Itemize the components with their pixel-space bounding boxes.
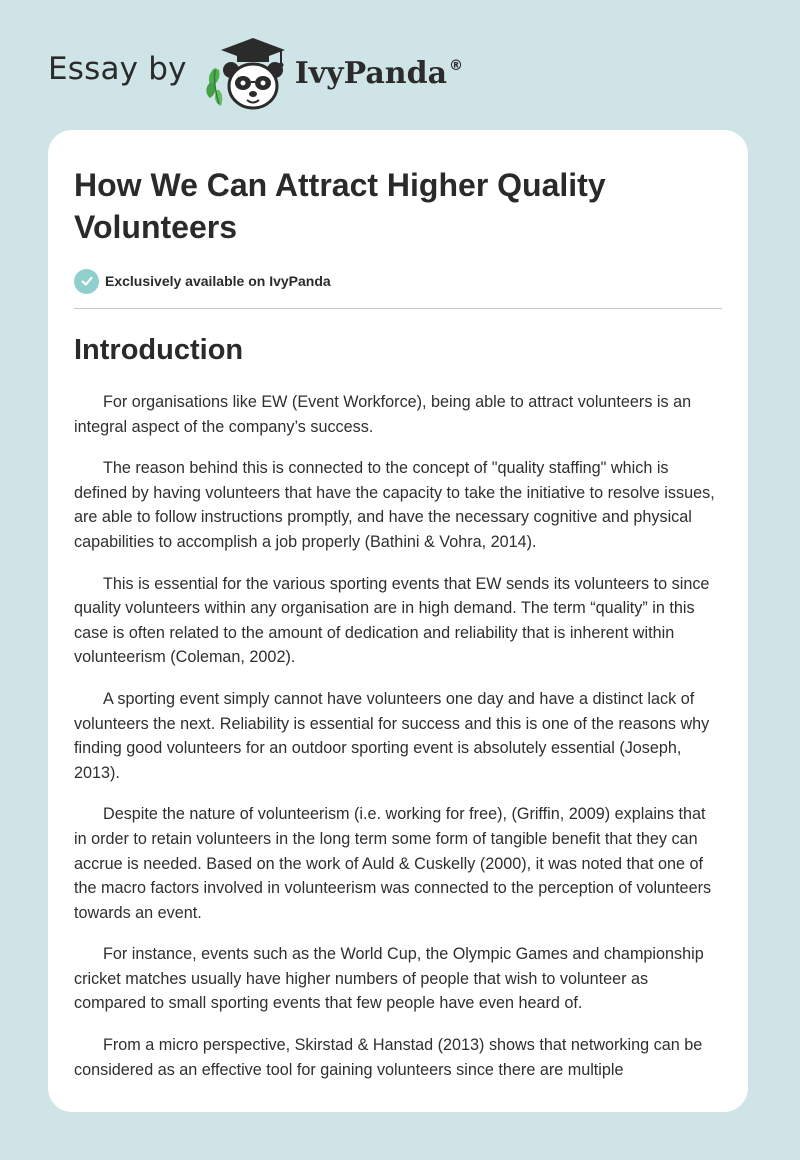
brand-name [295, 56, 463, 91]
exclusive-badge [74, 268, 722, 294]
paragraph: A sporting event simply cannot have volunteers one day and have a distinct lack of volunteers the next. Reliability is essential for success and this is one of the reasons why finding good volunteers for an outdoor sporting event is absolutely essential (Joseph, 2013). [74, 689, 710, 782]
brand-prefix: Essay by [48, 51, 187, 87]
paragraph: For organisations like EW (Event Workforce), being able to attract volunteers is an integral aspect of the company’s success. [74, 393, 692, 436]
paragraph: This is essential for the various sporting events that EW sends its volunteers to since quality volunteers within any organisation are in high demand. The term “quality” in this case is often related to the amount of dedication and reliability that is inherent within volunteerism (Coleman, 2002). [74, 574, 710, 667]
paragraph: From a micro perspective, Skirstad & Hanstad (2013) shows that networking can be considered as an effective tool for gaining volunteers since there are multiple [74, 1036, 703, 1079]
essay-content [74, 130, 722, 1099]
registered-mark: ® [449, 57, 464, 74]
panda-graduate-icon [201, 34, 293, 114]
ivy-leaf-icon [206, 68, 222, 106]
paragraph: For instance, events such as the World Cup, the Olympic Games and championship cricket matches usually have higher numbers of people that wish to volunteer as compared to small sporting events that few people have even heard of. [74, 945, 704, 1013]
essay-card [48, 130, 748, 1112]
essay-body [74, 390, 722, 1082]
brand-name-text: IvyPanda [294, 55, 448, 91]
section-heading: Introduction [74, 334, 244, 366]
exclusive-label: Exclusively available on IvyPanda [105, 273, 331, 289]
divider [74, 308, 722, 309]
paragraph: The reason behind this is connected to the concept of "quality staffing" which is defined by having volunteers that have the capacity to take the initiative to resolve issues, are able to follow instructions promptly, and have the necessary cognitive and physical capabilities to accomplish a job properly (Bathini & Vohra, 2014). [74, 459, 715, 551]
essay-title: How We Can Attract Higher Quality Volunteers [74, 167, 606, 245]
brand-header [48, 34, 463, 114]
paragraph: Despite the nature of volunteerism (i.e. working for free), (Griffin, 2009) explains that in order to retain volunteers in the long term some form of tangible benefit that they can accrue is needed. Based on the work of Auld & Cuskelly (2000), it was noted that one of the macro factors involved in volunteerism was connected to the perception of volunteers towards an event. [74, 805, 712, 922]
check-circle-icon [74, 269, 99, 294]
